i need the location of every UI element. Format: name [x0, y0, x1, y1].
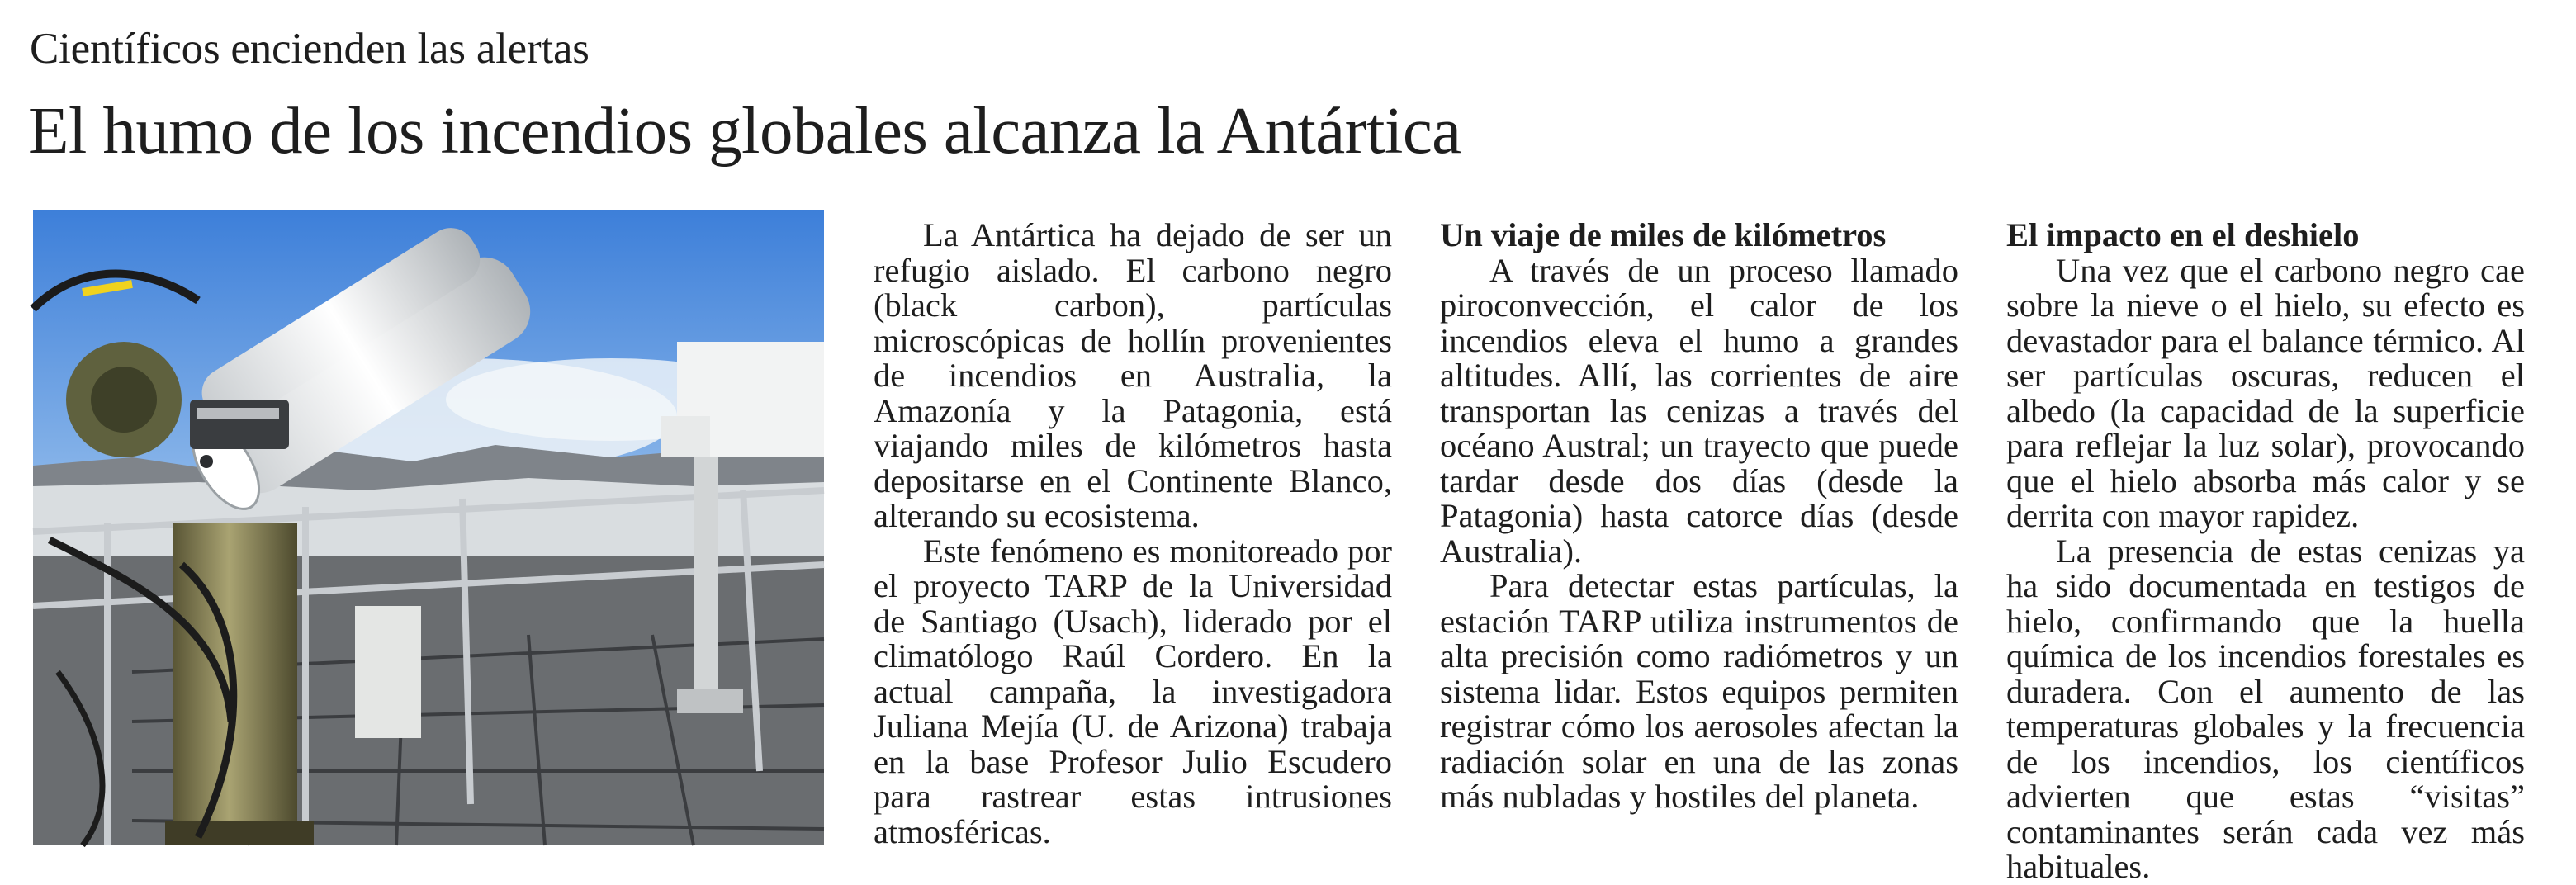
article-column-1 [874, 218, 1392, 862]
section-heading-viaje: Un viaje de miles de kilómetros [1440, 216, 1887, 253]
article-headline: El humo de los incendios globales alcanza la Antártica [28, 93, 1461, 168]
article-column-3 [2006, 216, 2525, 885]
article-paragraph: A través de un proceso llamado piroconvección, el calor de los incendios eleva el humo a grandes altitudes. Allí, las corrientes de aire transportan las cenizas a través del océano Austral; un trayecto que puede tardar desde dos días (desde la Patagonia) hasta catorce días (desde Australia). [1440, 251, 1958, 570]
article-paragraph: La Antártica ha dejado de ser un refugio aislado. El carbono negro (black carbon), partículas microscópicas de hollín provenientes de incendios en Australia, la Amazonía y la Patagonia, está viajando miles de kilómetros hasta depositarse en el Continente Blanco, alterando su ecosistema. [874, 216, 1392, 534]
article-photo-radiometer-station [33, 210, 824, 845]
article-column-2 [1440, 218, 1958, 862]
article-paragraph: La presencia de estas cenizas ya ha sido documentada en testigos de hielo, confirmando que la huella química de los incendios forestales es duradera. Con el aumento de las temperaturas globales y la frecuencia de los incendios, los científicos advierten que estas “visitas” contaminantes serán cada vez más habituales. [2006, 532, 2525, 885]
article-paragraph: Este fenómeno es monitoreado por el proyecto TARP de la Universidad de Santiago (Usach), liderado por el climatólogo Raúl Cordero. En la actual campaña, la investigadora Juliana Mejía (U. de Arizona) trabaja en la base Profesor Julio Escudero para rastrear estas intrusiones atmosféricas. [874, 532, 1392, 850]
article-paragraph: Para detectar estas partículas, la estación TARP utiliza instrumentos de alta precisión como radiómetros y un sistema lidar. Estos equipos permiten registrar cómo los aerosoles afectan la radiación solar en una de las zonas más nubladas y hostiles del planeta. [1440, 567, 1958, 815]
article-kicker: Científicos encienden las alertas [30, 25, 590, 73]
article-paragraph: Una vez que el carbono negro cae sobre la nieve o el hielo, su efecto es devastador para el balance térmico. Al ser partículas oscuras, reducen el albedo (la capacidad de la superficie para reflejar la luz solar), provocando que el hielo absorba más calor y se derrita con mayor rapidez. [2006, 251, 2525, 534]
section-heading-deshielo: El impacto en el deshielo [2006, 216, 2360, 253]
